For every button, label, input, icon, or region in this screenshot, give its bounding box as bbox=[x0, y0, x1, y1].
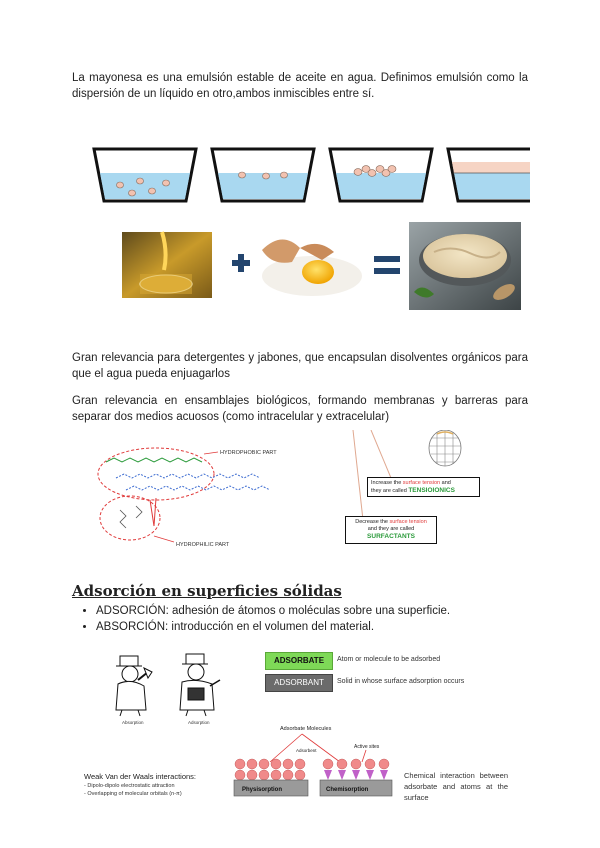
box2-surface-tension: surface tension bbox=[389, 519, 427, 525]
box2-line1a: Decrease the bbox=[355, 519, 390, 525]
surface-tension-figure bbox=[345, 430, 530, 545]
adsorbant-description: Solid in whose surface adsorption occurs bbox=[337, 678, 465, 685]
adsorbate-molecules-label: Adsorbate Molecules bbox=[280, 726, 332, 732]
beaker-oil-layer bbox=[448, 149, 530, 201]
chemisorption-spheres bbox=[323, 759, 389, 769]
olive-oil-photo bbox=[122, 232, 212, 298]
vdw-title: Weak Van der Waals interactions: bbox=[84, 772, 196, 781]
box1-surface-tension: surface tension bbox=[402, 480, 441, 486]
box1-line1c: and bbox=[440, 480, 451, 486]
insect-wing-icon bbox=[429, 430, 461, 466]
absorption-adsorption-cartoons bbox=[108, 650, 232, 725]
chemisorption-label: Chemisorption bbox=[326, 787, 369, 793]
physisorption-label: Physisorption bbox=[242, 787, 283, 793]
hydrophilic-label: HYDROPHILIC PART bbox=[176, 542, 230, 548]
plus-sign bbox=[232, 254, 250, 272]
beaker-oil-droplets-1 bbox=[94, 149, 196, 201]
box2-line2: and they are called bbox=[367, 526, 415, 532]
chemical-interaction-text: Chemical interaction between adsorbate and atoms at the surface bbox=[404, 771, 508, 802]
intro-paragraph: La mayonesa es una emulsión estable de aceite en agua. Definimos emulsión como la dispersión de un líquido en otro,ambos inmiscibles entre sí. bbox=[72, 72, 528, 100]
surfactants-term: SURFACTANTS bbox=[367, 533, 415, 540]
beaker-oil-droplets-2 bbox=[212, 149, 314, 201]
vdw-item-overlap: - Overlapping of molecular orbitals (n-π) bbox=[84, 791, 182, 797]
egg-photo bbox=[262, 239, 362, 296]
box1-line2: they are called bbox=[371, 488, 409, 494]
vdw-item-dipole-text: Dipolo-dipolo electrostatic attraction bbox=[87, 783, 175, 789]
bullet-absorcion: • ABSORCIÓN: introducción en el volumen del material. bbox=[96, 619, 536, 635]
adsorbate-tag: ADSORBATE bbox=[265, 652, 333, 670]
absorption-cartoon-icon bbox=[116, 656, 152, 716]
physisorption-chemisorption-diagram bbox=[230, 722, 398, 802]
active-sites-label: Active sites bbox=[354, 744, 380, 750]
bullet-adsorcion: • ADSORCIÓN: adhesión de átomos o moléculas sobre una superficie. bbox=[96, 603, 536, 619]
active-sites bbox=[324, 770, 388, 780]
mayonnaise-equation-figure bbox=[122, 222, 522, 310]
detergents-paragraph: Gran relevancia para detergentes y jabones, que encapsulan disolventes orgánicos para que el agua pueda enjuagarlos bbox=[72, 352, 528, 380]
surfactants-box bbox=[345, 516, 437, 544]
tensioionics-text bbox=[371, 480, 476, 495]
equals-sign bbox=[374, 256, 400, 274]
adsorbent-label: Adsorbent bbox=[296, 748, 317, 753]
tensioionics-box bbox=[367, 477, 480, 497]
adsorption-heading: Adsorción en superficies sólidas bbox=[72, 582, 342, 600]
amphiphilic-molecule-figure bbox=[96, 440, 336, 552]
vdw-item-dipole: - Dipolo-dipolo electrostatic attraction bbox=[84, 783, 175, 789]
absorption-cartoon-label: Absorption bbox=[122, 720, 144, 725]
biological-paragraph: Gran relevancia en ensamblajes biológicos, formando membranas y barreras para separar dos medios acuosos (como intracelular y extracelular) bbox=[72, 395, 528, 423]
vdw-item-overlap-text: Overlapping of molecular orbitals (n-π) bbox=[87, 791, 182, 797]
mayonnaise-photo bbox=[409, 222, 521, 310]
adsorbant-tag: ADSORBANT bbox=[265, 674, 333, 692]
physisorption-spheres bbox=[235, 759, 305, 780]
adsorbate-description: Atom or molecule to be adsorbed bbox=[337, 656, 441, 663]
emulsion-beakers-figure bbox=[90, 145, 530, 207]
surfactants-text bbox=[349, 519, 433, 541]
box1-line1a: Increase the bbox=[371, 480, 403, 486]
beaker-oil-droplets-3 bbox=[330, 149, 432, 201]
vdw-notes bbox=[84, 772, 234, 798]
hydrophobic-label: HYDROPHOBIC PART bbox=[220, 450, 277, 456]
adsorption-cartoon-label: Adsorption bbox=[188, 720, 210, 725]
adsorption-cartoon-icon bbox=[180, 654, 220, 716]
tensioionics-term: TENSIOIONICS bbox=[408, 487, 455, 494]
adsorption-bullet-list bbox=[78, 603, 536, 635]
